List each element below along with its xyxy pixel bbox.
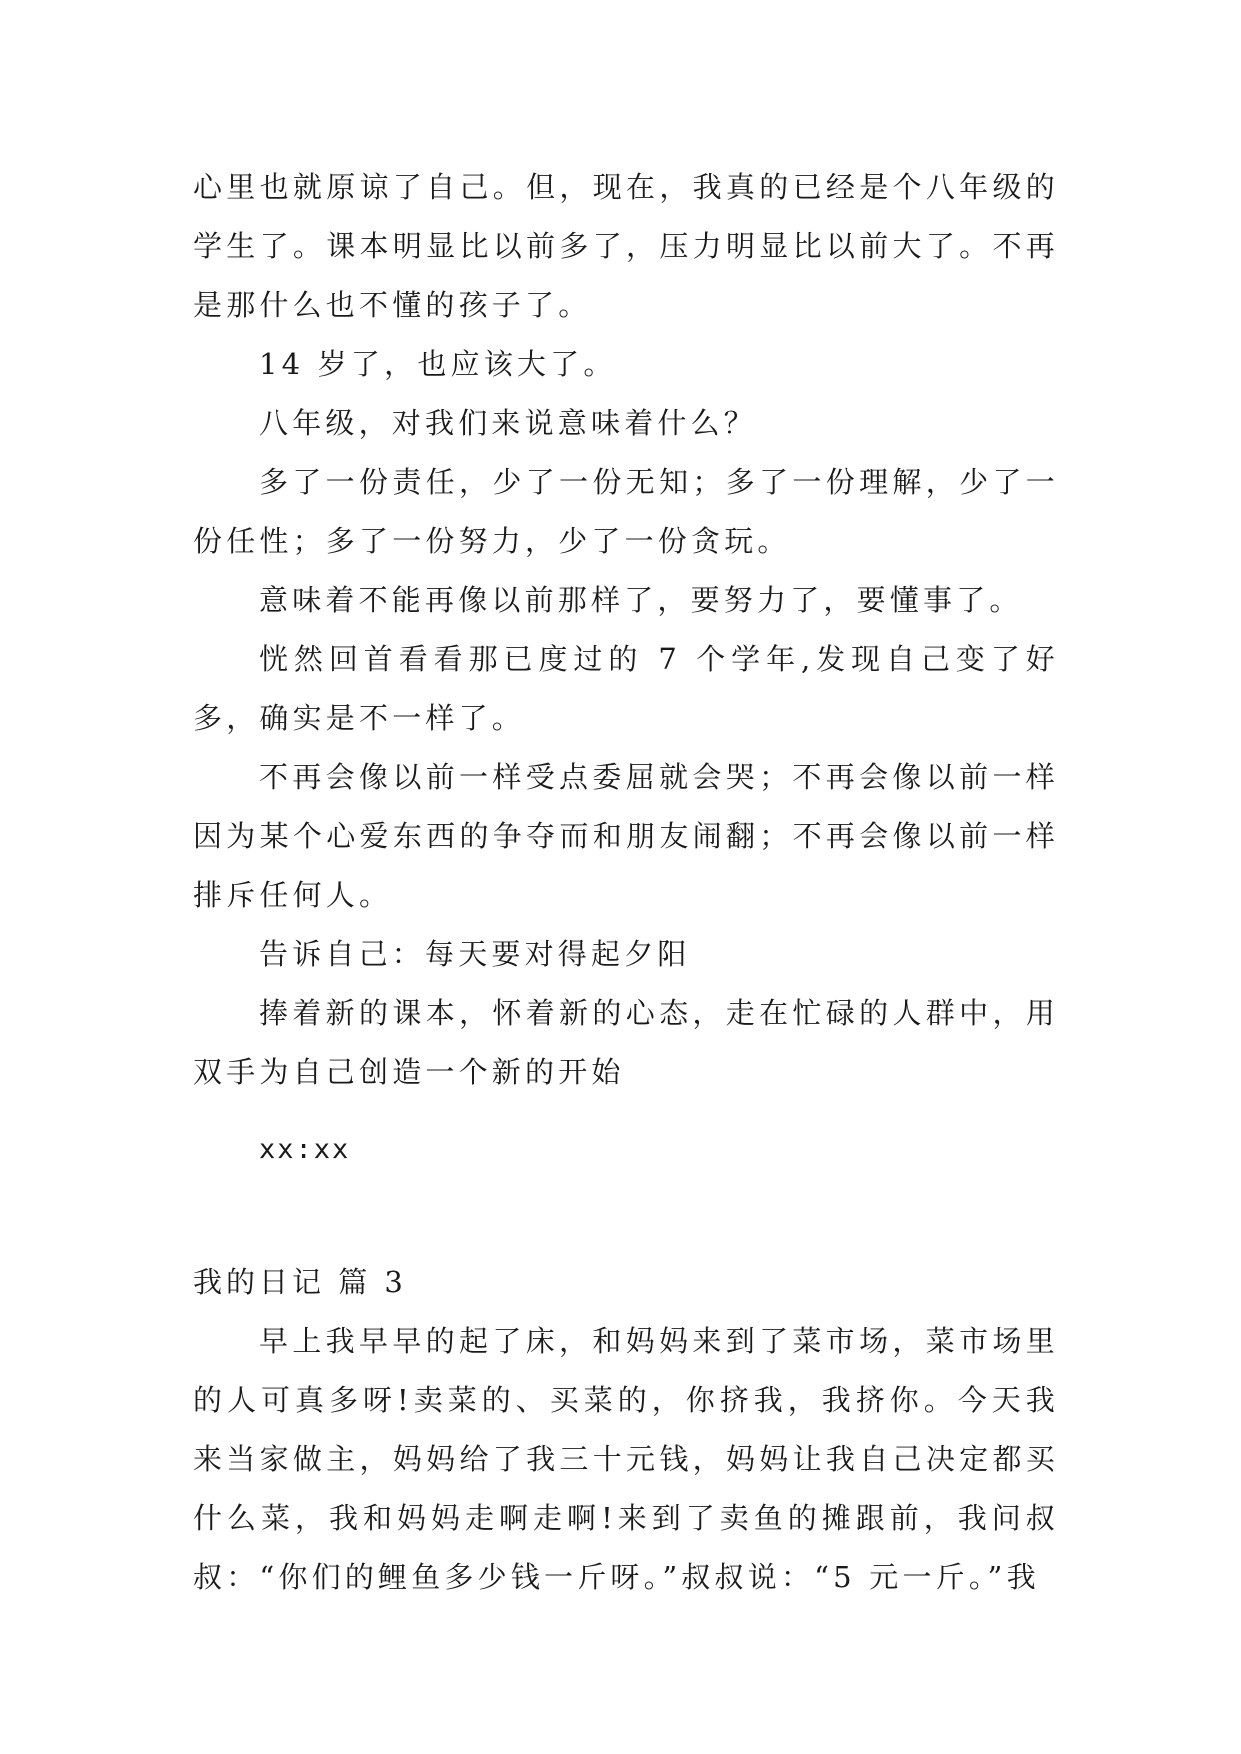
paragraph: 八年级，对我们来说意味着什么？: [259, 406, 758, 440]
paragraph: 告诉自己：每天要对得起夕阳: [259, 937, 691, 971]
paragraph: 不再会像以前一样受点委屈就会哭；不再会像以前一样因为某个心爱东西的争夺而和朋友闹翻；不再会像以前一样排斥任何人。: [193, 760, 1059, 912]
paragraph: 意味着不能再像以前那样了，要努力了，要懂事了。: [259, 583, 1023, 617]
section-title: 我的日记 篇 3: [193, 1265, 407, 1299]
paragraph: 多了一份责任，少了一份无知；多了一份理解，少了一份任性；多了一份努力，少了一份贪玩。: [193, 465, 1059, 558]
document-body: [193, 158, 1059, 1607]
paragraph: 14 岁了，也应该大了。: [259, 347, 617, 381]
paragraph: 恍然回首看看那已度过的 7 个学年,发现自己变了好多，确实是不一样了。: [193, 642, 1059, 735]
paragraph: 心里也就原谅了自己。但，现在，我真的已经是个八年级的学生了。课本明显比以前多了，压力明显比以前大了。不再是那什么也不懂的孩子了。: [193, 170, 1059, 322]
signature-date: xx:xx: [259, 1134, 351, 1165]
paragraph: 早上我早早的起了床，和妈妈来到了菜市场，菜市场里的人可真多呀!卖菜的、买菜的，你挤我，我挤你。今天我来当家做主，妈妈给了我三十元钱，妈妈让我自己决定都买什么菜，我和妈妈走啊走啊!来到了卖鱼的摊跟前，我问叔叔：“你们的鲤鱼多少钱一斤呀。”叔叔说：“5 元一斤。”我: [193, 1324, 1059, 1594]
paragraph: 捧着新的课本，怀着新的心态，走在忙碌的人群中，用双手为自己创造一个新的开始: [193, 996, 1059, 1089]
